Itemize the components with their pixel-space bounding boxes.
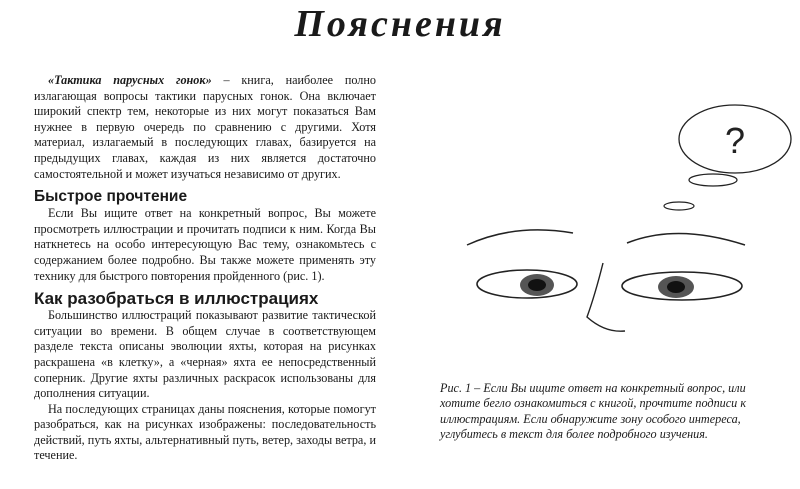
illustrations-paragraph-1: Большинство иллюстраций показывают развитие тактической ситуации во времени. В общем случае в соответствующем разделе текста описаны эволюции яхты, которая на рисунках раскрашена «в клетку», а «черная» яхта ее непосредственный соперник. Другие яхты различных раскрасок использованы для дополнения ситуации.	[34, 308, 376, 401]
illustrations-paragraph-2: На последующих страницах даны пояснения, которые помогут разобраться, как на рисунках изображены: последовательность действий, путь яхты, альтернативный путь, ветер, заходы ветра, и течение.	[34, 401, 376, 463]
book-title-lead: «Тактика парусных гонок»	[48, 73, 212, 87]
nose	[587, 263, 625, 331]
page-title: Пояснения	[294, 3, 506, 45]
text-column	[34, 73, 376, 464]
left-pupil	[528, 279, 546, 291]
quick-read-heading: Быстрое прочтение	[34, 188, 188, 206]
left-eyebrow	[467, 230, 573, 245]
thought-bubble-small	[664, 202, 694, 210]
right-eyebrow	[627, 233, 745, 245]
question-mark: ?	[724, 120, 746, 161]
intro-text: – книга, наиболее полно излагающая вопросы тактики парусных гонок. Она включает широкий спектр тем, некоторые из них могут показаться Вам нужнее в первую очередь по сравнению с другими. Хотя материал, излагаемый в последующих главах, базируется на предыдущих главах, каждая из них является достаточно самостоятельной и может изучаться независимо от других.	[34, 73, 376, 181]
face-figure	[455, 95, 795, 375]
right-pupil	[667, 281, 685, 293]
quick-read-paragraph: Если Вы ищите ответ на конкретный вопрос, Вы можете просмотреть иллюстрации и прочитать подписи к ним. Когда Вы наткнетесь на особо интересующую Вас тему, ознакомьтесь с содержанием более подробно. Вы также можете применять эту технику для быстрого повторения пройденного (рис. 1).	[34, 206, 376, 283]
thought-bubble-medium	[689, 174, 737, 186]
illustrations-heading: Как разобраться в иллюстрациях	[34, 289, 319, 309]
intro-paragraph	[34, 73, 376, 182]
figure-caption: Рис. 1 – Если Вы ищите ответ на конкретный вопрос, или хотите бегло ознакомиться с книгой, прочтите подписи к иллюстрациям. Если обнаружите зону особого интереса, углубитесь в текст для более подробного изучения.	[440, 381, 747, 442]
